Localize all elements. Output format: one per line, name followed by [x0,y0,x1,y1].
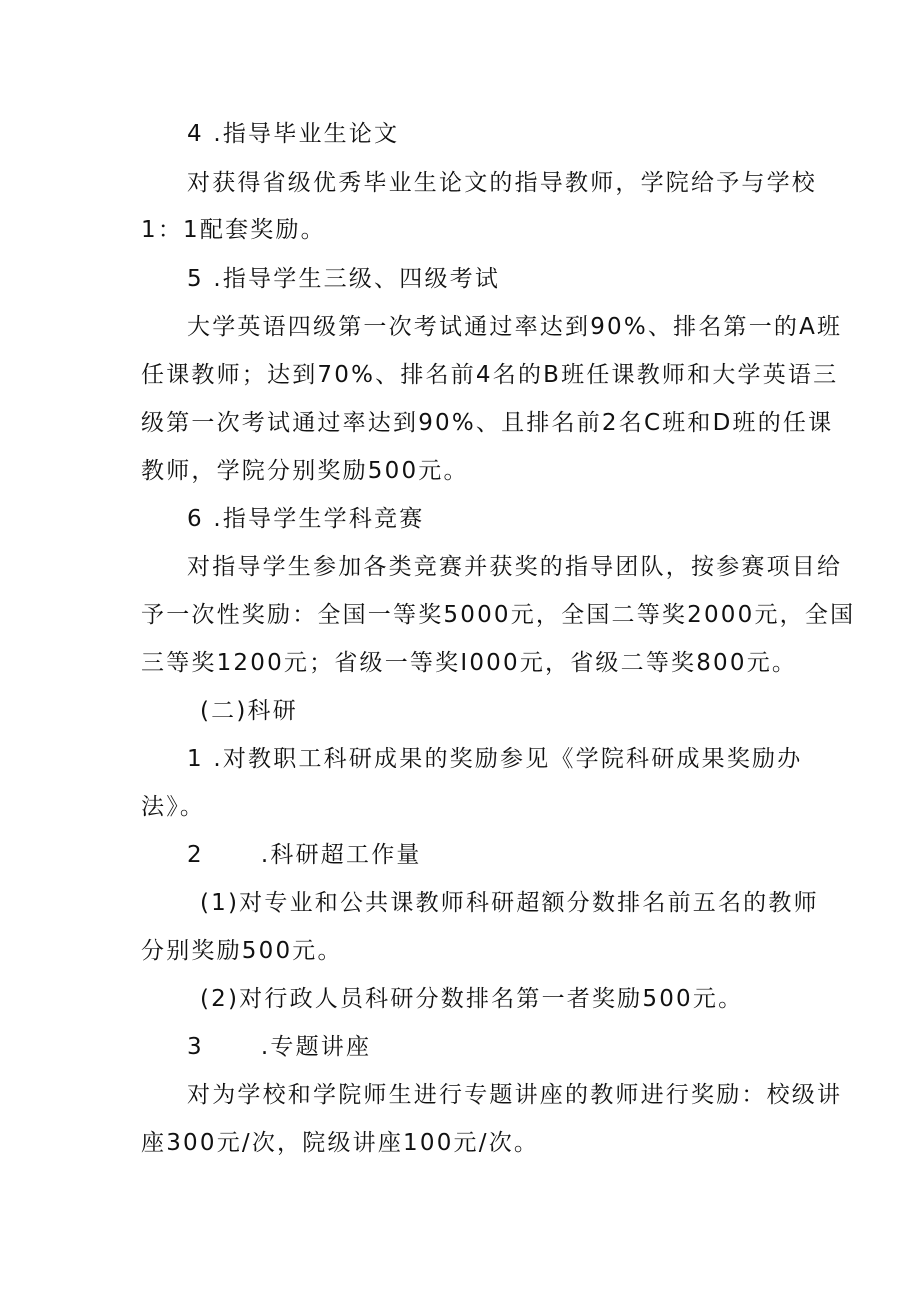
heading-1-research-awards: 1 .对教职工科研成果的奖励参见《学院科研成果奖励办 [187,746,803,772]
paragraph-line: 予一次性奖励：全国一等奖5000元，全国二等奖2000元，全国 [141,602,856,628]
paragraph-line: 教师，学院分别奖励500元。 [141,458,469,484]
paragraph-line: 大学英语四级第一次考试通过率达到90%、排名第一的A班 [187,314,843,340]
heading-6-competitions: 6 .指导学生学科竞赛 [187,506,425,532]
paragraph-line: 座300元/次，院级讲座100元/次。 [141,1130,540,1156]
paragraph-line: 任课教师；达到70%、排名前4名的B班任课教师和大学英语三 [141,362,839,388]
paragraph-line: 分别奖励500元。 [141,938,343,964]
paragraph-line: 三等奖1200元；省级一等奖I000元，省级二等奖800元。 [141,650,798,676]
heading-3-lectures: 3 .专题讲座 [187,1034,372,1060]
paragraph-line: 对指导学生参加各类竞赛并获奖的指导团队，按参赛项目给 [187,554,843,580]
heading-4-graduation-thesis: 4 .指导毕业生论文 [187,121,400,147]
paragraph-line: (1)对专业和公共课教师科研超额分数排名前五名的教师 [200,890,819,916]
section-heading-research: (二)科研 [200,698,298,724]
paragraph-line: 法》。 [141,794,206,820]
paragraph-line: 级第一次考试通过率达到90%、且排名前2名C班和D班的任课 [141,410,834,436]
paragraph-line: 对为学校和学院师生进行专题讲座的教师进行奖励：校级讲 [187,1082,843,1108]
paragraph-line: 对获得省级优秀毕业生论文的指导教师，学院给予与学校 [187,170,817,196]
heading-5-exams: 5 .指导学生三级、四级考试 [187,266,501,292]
paragraph-line: (2)对行政人员科研分数排名第一者奖励500元。 [200,986,744,1012]
heading-2-research-workload: 2 .科研超工作量 [187,842,422,868]
paragraph-line: 1：1配套奖励。 [141,217,326,243]
